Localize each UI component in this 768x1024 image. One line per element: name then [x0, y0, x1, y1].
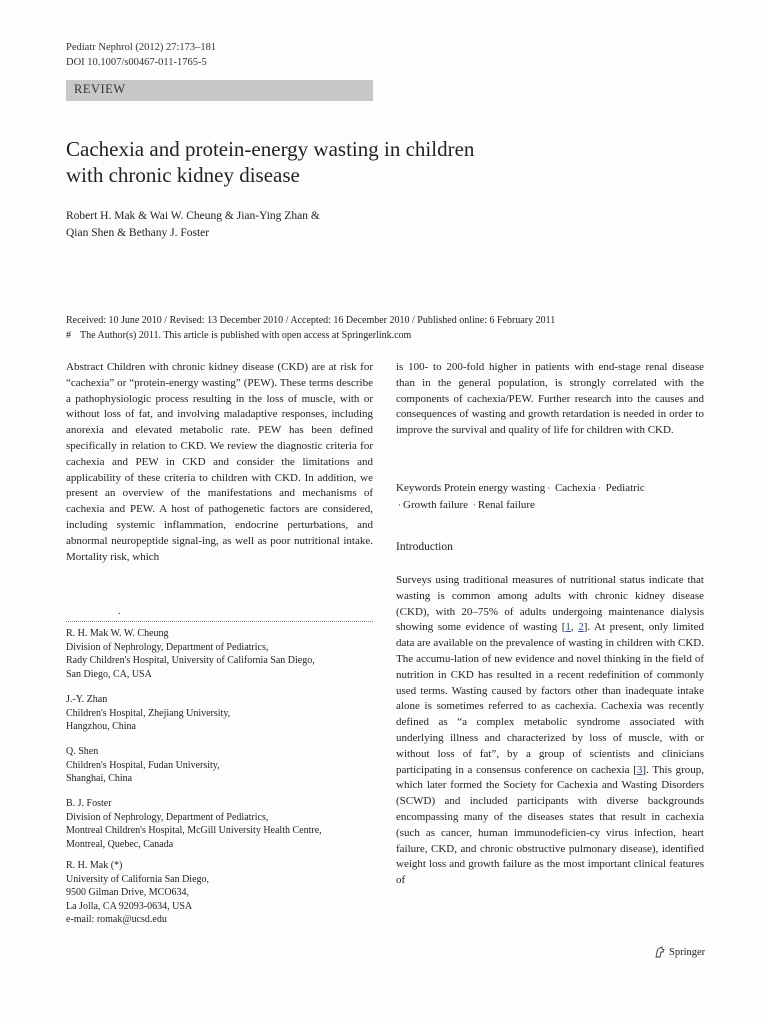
affiliation-names: B. J. Foster: [66, 798, 112, 809]
keywords-block: Keywords Protein energy wasting · Cachexia · Pediatric · Growth failure · Renal failure: [396, 482, 645, 511]
affiliation-divider: [66, 621, 373, 622]
introduction-body: [396, 573, 704, 889]
intro-text: Surveys using traditional measures of nutritional status indicate that wasting is common among adults with chronic kidney disease (CKD), with 20–75% of adults undergoing maintenance dialysis showing some evidence of wasting [: [396, 574, 704, 634]
affiliation-names: R. H. Mak (*): [66, 860, 123, 871]
springer-horse-icon: [654, 946, 666, 958]
affiliation-line: Children's Hospital, Fudan University,: [66, 759, 220, 771]
publisher-mark: [654, 946, 705, 958]
reference-link[interactable]: 3: [636, 763, 643, 776]
abstract-left: Abstract Children with chronic kidney disease (CKD) are at risk for “cachexia” or “protein-energy wasting” (PEW). These terms describe a pathophysiologic process resulting in the loss of muscle, with or without loss of fat, and involving maladaptive responses, including anorexia and elevated metabolic rate. PEW has been defined specifically in relation to CKD. We review the diagnostic criteria for cachexia and PEW in CKD and consider the limitations and applicability of these criteria to children with CKD. In addition, we present an overview of the manifestations and mechanisms of cachexia and PEW. A host of pathogenetic factors are considered, including systemic inflammation, endocrine perturbations, and abnormal neuropeptide signal-ing, as well as poor nutritional intake. Mortality risk, which: [66, 361, 373, 563]
intro-text: ,: [570, 621, 579, 634]
affiliation-line: Children's Hospital, Zhejiang University,: [66, 707, 231, 719]
intro-text: ]. This group, which later formed the Society for Cachexia and Wasting Disorders (SCWD) and included participants with diverse backgrounds encompassing many of the diseases states that result in cachexia (such as cancer, human immunodeficien-cy virus infection, heart failure, CKD, and chronic obstructive pulmonary disease), identified weight loss and growth failure as the most important clinical features of: [396, 763, 704, 887]
dates-line: Received: 10 June 2010 / Revised: 13 December 2010 / Accepted: 16 December 2010 / Published online: 6 February 2011: [66, 315, 556, 326]
introduction-heading: Introduction: [396, 541, 453, 553]
reference-link[interactable]: 1: [565, 621, 571, 634]
authors-line-1: Robert H. Mak & Wai W. Cheung & Jian-Ying Zhan &: [66, 210, 320, 222]
affiliation-line: Division of Nephrology, Department of Pediatrics,: [66, 641, 269, 653]
keyword: Protein energy wasting: [443, 482, 546, 494]
section-label-bar: [66, 80, 373, 101]
affiliation-block: [66, 797, 373, 851]
abstract-right: is 100- to 200-fold higher in patients with end-stage renal disease than in the general population, is strongly correlated with the components of cachexia/PEW. Further research into the causes and consequences of wasting and growth retardation is needed in order to improve the survival and quality of life for children with CKD.: [396, 361, 704, 437]
publisher-name: Springer: [669, 946, 706, 958]
copyright-line: [66, 328, 716, 343]
section-label: REVIEW: [74, 82, 126, 96]
title-line-1: Cachexia and protein-energy wasting in children: [66, 137, 475, 161]
affiliation-block: [66, 745, 373, 786]
affiliation-block: [66, 693, 373, 734]
author-list: [66, 208, 706, 242]
affiliation-line: La Jolla, CA 92093-0634, USA: [66, 900, 193, 912]
affiliation-line: Montreal Children's Hospital, McGill University Health Centre,: [66, 825, 322, 836]
affiliation-names: Q. Shen: [66, 746, 99, 757]
article-title: [66, 136, 686, 188]
reference-link[interactable]: 2: [578, 621, 584, 634]
email-link[interactable]: e-mail: romak@ucsd.edu: [66, 914, 167, 925]
affiliation-names: R. H. Mak W. W. Cheung: [66, 628, 169, 639]
affiliation-line: Shanghai, China: [66, 773, 133, 784]
affiliation-block: [66, 627, 373, 681]
affiliation-line: San Diego, CA, USA: [66, 668, 152, 680]
keyword: Pediatric: [605, 482, 645, 494]
affiliation-line: University of California San Diego,: [66, 873, 210, 885]
journal-citation: Pediatr Nephrol (2012) 27:173–181: [66, 42, 217, 53]
publication-history: [66, 313, 716, 343]
affiliation-line: Rady Children's Hospital, University of California San Diego,: [66, 655, 315, 666]
keywords-label: Keywords: [396, 482, 442, 494]
keyword: Growth failure: [403, 499, 469, 511]
affiliation-block: [66, 859, 373, 927]
affiliation-names: J.-Y. Zhan: [66, 694, 108, 705]
affiliation-line: Hangzhou, China: [66, 721, 136, 732]
doi-line: DOI 10.1007/s00467-011-1765-5: [66, 57, 207, 68]
intro-text: ]. At present, only limited data are available on the prevalence of wasting in children with CKD. The accumu-lation of new evidence and novel thinking in the field of nutrition in CKD has resulted in a recent redefinition of commonly used terms. Wasting caused by factors other than inadequate intake alone is sometimes referred to as cachexia. Cachexia was recently defined as “a complex metabolic syndrome associated with underlying illness and characterized by loss of muscle, with or without loss of fat”, by a group of scientists and clinicians participating in a consensus conference on cachexia [: [396, 621, 704, 776]
footnote-mark: .: [118, 606, 121, 617]
copyright-text: The Author(s) 2011. This article is published with open access at Springerlink.com: [80, 330, 412, 341]
authors-line-2: Qian Shen & Bethany J. Foster: [66, 227, 210, 239]
title-line-2: with chronic kidney disease: [66, 163, 300, 187]
affiliation-line: Division of Nephrology, Department of Pediatrics,: [66, 811, 269, 823]
keyword: Renal failure: [477, 499, 535, 511]
affiliation-line: 9500 Gilman Drive, MCO634,: [66, 887, 190, 898]
copyright-symbol: #: [66, 330, 71, 341]
keyword: Cachexia: [554, 482, 596, 494]
affiliation-line: Montreal, Quebec, Canada: [66, 838, 174, 850]
